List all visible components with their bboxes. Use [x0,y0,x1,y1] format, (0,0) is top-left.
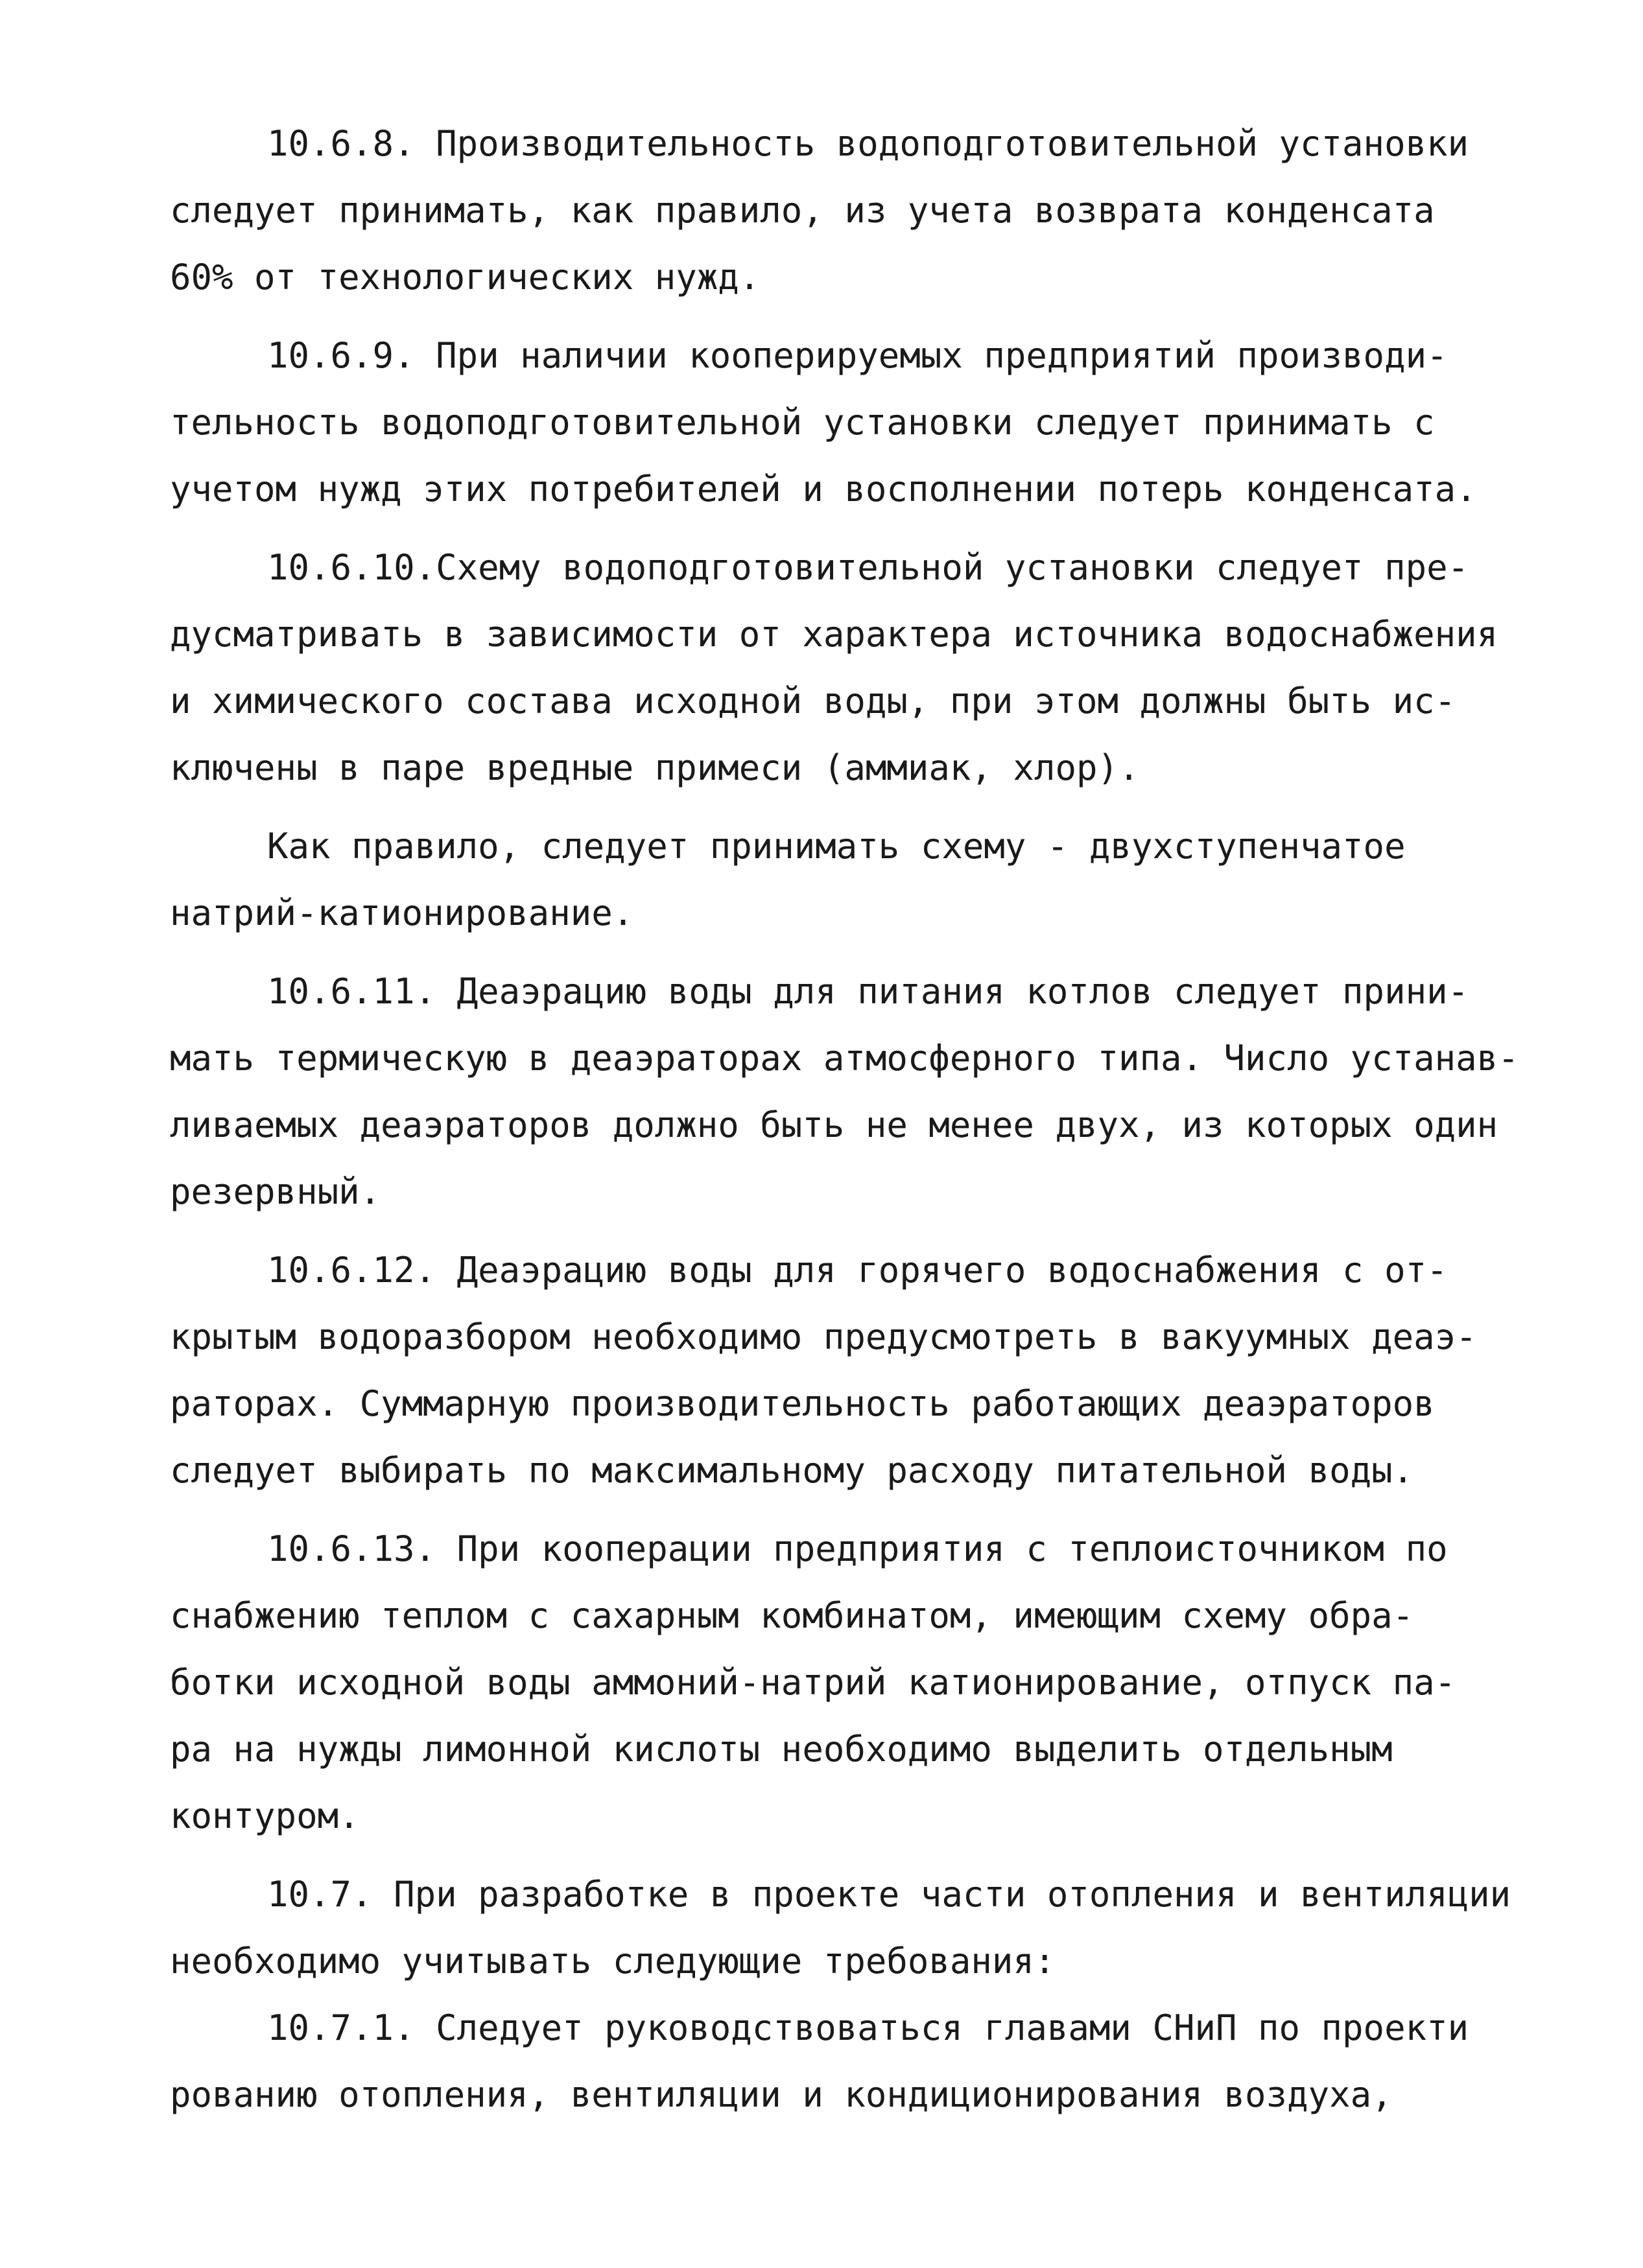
paragraph-10-6-12 [170,1237,1477,1504]
text-line: мать термическую в деаэраторах атмосферного типа. Число устанав- [170,1038,1519,1079]
text-line: 10.6.8. Производительность водоподготовительной установки [267,123,1469,164]
paragraph-10-6-10 [170,534,1498,801]
text-line: 10.6.13. При кооперации предприятия с теплоисточником по [267,1528,1448,1569]
text-line: 60% от технологических нужд. [170,257,761,298]
text-line: учетом нужд этих потребителей и восполнении потерь конденсата. [170,469,1477,509]
text-line: рованию отопления, вентиляции и кондиционирования воздуха, [170,2074,1393,2115]
text-line: 10.6.10.Схему водоподготовительной установки следует пре- [267,547,1469,588]
paragraph-10-6-8 [170,110,1473,310]
text-line: ра на нужды лимонной кислоты необходимо выделить отдельным [170,1729,1393,1770]
text-line: снабжению теплом с сахарным комбинатом, имеющим схему обра- [170,1595,1414,1636]
text-line: тельность водоподготовительной установки следует принимать с [170,402,1435,443]
text-line: 10.7. При разработке в проекте части отопления и вентиляции [267,1874,1511,1915]
paragraph-10-7 [170,1861,1511,1994]
text-line: 10.6.12. Деаэрацию воды для горячего водоснабжения с от- [267,1250,1448,1291]
text-line: раторах. Суммарную производительность работающих деаэраторов [170,1383,1435,1424]
text-line: 10.6.9. При наличии кооперируемых предприятий производи- [267,335,1448,376]
text-line: следует принимать, как правило, из учета возврата конденсата [170,190,1435,231]
paragraph-10-6-9 [170,322,1477,522]
text-line: 10.7.1. Следует руководствоваться главами СНиП по проекти [267,2007,1469,2048]
paragraph-10-6-11 [170,958,1519,1225]
text-line: 10.6.11. Деаэрацию воды для питания котлов следует прини- [267,971,1469,1012]
text-line: и химического состава исходной воды, при этом должны быть ис- [170,681,1456,721]
text-line: крытым водоразбором необходимо предусмотреть в вакуумных деаэ- [170,1316,1477,1357]
text-line: ботки исходной воды аммоний-натрий катионирование, отпуск па- [170,1662,1456,1703]
text-line: необходимо учитывать следующие требования: [170,1941,1056,1982]
text-line: резервный. [170,1171,381,1212]
paragraph-10-6-13 [170,1515,1473,1849]
text-line: дусматривать в зависимости от характера источника водоснабжения [170,614,1498,655]
text-line: контуром. [170,1795,360,1836]
paragraph-scheme-note [170,813,1473,946]
document-text [170,110,1519,2128]
text-line: натрий-катионирование. [170,893,634,933]
paragraph-10-7-1 [170,1994,1473,2128]
text-line: следует выбирать по максимальному расходу питательной воды. [170,1450,1414,1491]
text-line: ключены в паре вредные примеси (аммиак, хлор). [170,747,1140,788]
text-line: Как правило, следует принимать схему - двухступенчатое [267,826,1406,867]
text-line: ливаемых деаэраторов должно быть не менее двух, из которых один [170,1105,1498,1145]
